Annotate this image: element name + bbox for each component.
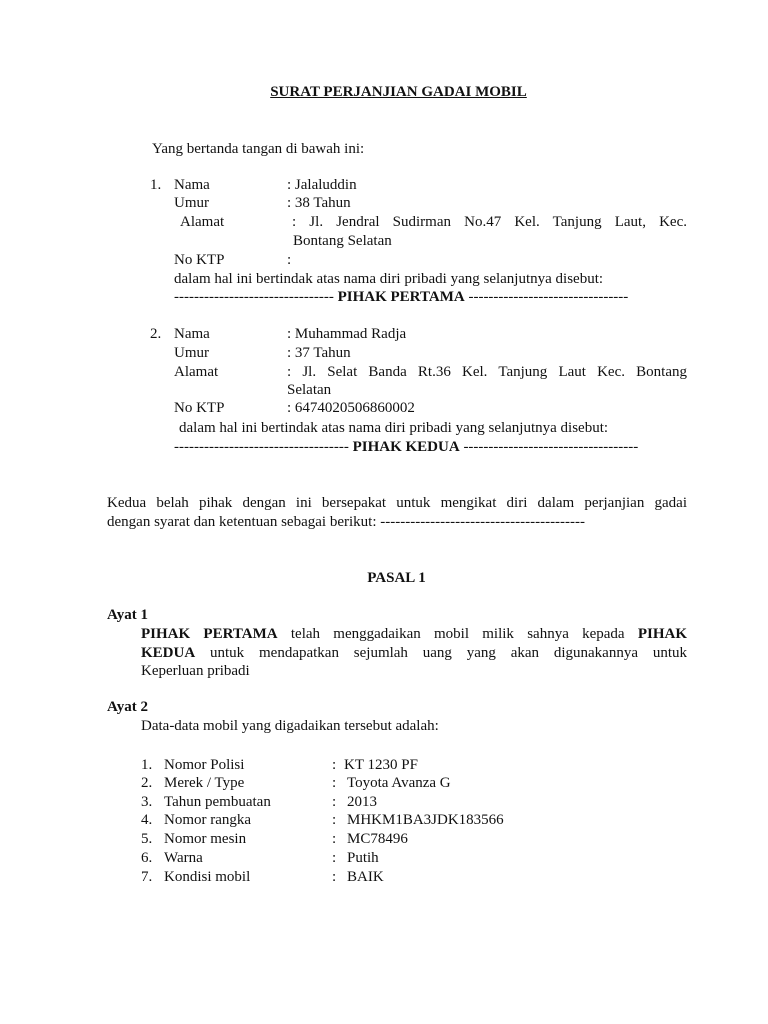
party-1-dashes-left: --------------------------------	[174, 289, 334, 305]
party-1-address-line2: Bontang Selatan	[293, 233, 392, 249]
item-number: 1.	[141, 757, 153, 773]
item-label: Nomor rangka	[164, 812, 252, 828]
document-title: SURAT PERJANJIAN GADAI MOBIL	[270, 84, 527, 100]
item-value: Putih	[347, 850, 379, 866]
pasal-heading: PASAL 1	[367, 570, 426, 586]
party-1-ktp-value: :	[287, 252, 292, 268]
item-colon: :	[332, 831, 337, 847]
party-1-dashes-right: --------------------------------	[468, 289, 629, 305]
item-value: MHKM1BA3JDK183566	[347, 812, 504, 828]
party-1-age-value: : 38 Tahun	[287, 195, 351, 211]
ayat-1-text-1: telah menggadaikan mobil milik sahnya kepada	[277, 626, 638, 642]
ayat-1-party-second-b: KEDUA	[141, 645, 196, 661]
party-1-age-label: Umur	[174, 195, 209, 211]
party-1-number: 1.	[150, 177, 162, 193]
party-2-ktp-label: No KTP	[174, 400, 225, 416]
party-1-name-label: Nama	[174, 177, 210, 193]
party-1-address-line1: : Jl. Jendral Sudirman No.47 Kel. Tanjung Laut, Kec.	[292, 214, 687, 230]
ayat-2-heading: Ayat 2	[107, 699, 148, 715]
item-number: 6.	[141, 850, 153, 866]
item-number: 3.	[141, 794, 153, 810]
item-colon: :	[332, 869, 337, 885]
ayat-1-line-3: Keperluan pribadi	[141, 663, 250, 679]
party-2-name-label: Nama	[174, 326, 210, 342]
item-colon: :	[332, 812, 337, 828]
party-2-role: PIHAK KEDUA	[352, 439, 460, 455]
party-2-dashes-right: -----------------------------------	[463, 439, 639, 455]
ayat-1-heading: Ayat 1	[107, 607, 148, 623]
ayat-1-line-2	[141, 644, 687, 663]
item-number: 4.	[141, 812, 153, 828]
ayat-1-party-second-a: PIHAK	[637, 626, 688, 642]
ayat-1-party-first: PIHAK PERTAMA	[141, 626, 278, 642]
agreement-line-1: Kedua belah pihak dengan ini bersepakat untuk mengikat diri dalam perjanjian gadai	[107, 495, 687, 511]
item-value: Toyota Avanza G	[347, 775, 451, 791]
item-label: Tahun pembuatan	[164, 794, 271, 810]
party-2-age-value: : 37 Tahun	[287, 345, 351, 361]
party-1-role: PIHAK PERTAMA	[337, 289, 465, 305]
party-1-ktp-label: No KTP	[174, 252, 225, 268]
party-2-address-line1: : Jl. Selat Banda Rt.36 Kel. Tanjung Laut Kec. Bontang	[287, 364, 687, 380]
party-2-statement: dalam hal ini bertindak atas nama diri pribadi yang selanjutnya disebut:	[179, 420, 609, 436]
ayat-1-line-1	[141, 625, 687, 644]
item-label: Kondisi mobil	[164, 869, 251, 885]
party-2-dashes-left: -----------------------------------	[174, 439, 349, 455]
intro-text: Yang bertanda tangan di bawah ini:	[152, 141, 365, 157]
item-value: 2013	[347, 794, 377, 810]
agreement-line-2: dengan syarat dan ketentuan sebagai berikut: -----------------------------------------	[107, 514, 586, 530]
party-1-role-line	[174, 288, 628, 307]
party-2-ktp-value: : 6474020506860002	[287, 400, 415, 416]
party-2-role-line	[174, 438, 638, 457]
party-1-statement: dalam hal ini bertindak atas nama diri pribadi yang selanjutnya disebut:	[174, 271, 604, 287]
item-label: Nomor mesin	[164, 831, 247, 847]
party-2-address-line2: Selatan	[287, 382, 332, 398]
item-number: 2.	[141, 775, 153, 791]
item-label: Merek / Type	[164, 775, 245, 791]
item-number: 7.	[141, 869, 153, 885]
item-colon: :	[332, 794, 337, 810]
item-label: Nomor Polisi	[164, 757, 245, 773]
item-colon: :	[332, 850, 337, 866]
ayat-2-intro: Data-data mobil yang digadaikan tersebut adalah:	[141, 718, 439, 734]
party-2-number: 2.	[150, 326, 162, 342]
item-value: BAIK	[347, 869, 384, 885]
party-2-name-value: : Muhammad Radja	[287, 326, 407, 342]
party-1-address-label: Alamat	[180, 214, 225, 230]
party-2-age-label: Umur	[174, 345, 209, 361]
item-colon: :	[332, 757, 337, 773]
item-colon: :	[332, 775, 337, 791]
item-value: KT 1230 PF	[344, 757, 418, 773]
item-value: MC78496	[347, 831, 408, 847]
ayat-1-text-2: untuk mendapatkan sejumlah uang yang akan digunakannya untuk	[195, 645, 687, 661]
party-2-address-label: Alamat	[174, 364, 219, 380]
item-label: Warna	[164, 850, 203, 866]
item-number: 5.	[141, 831, 153, 847]
party-1-name-value: : Jalaluddin	[287, 177, 357, 193]
